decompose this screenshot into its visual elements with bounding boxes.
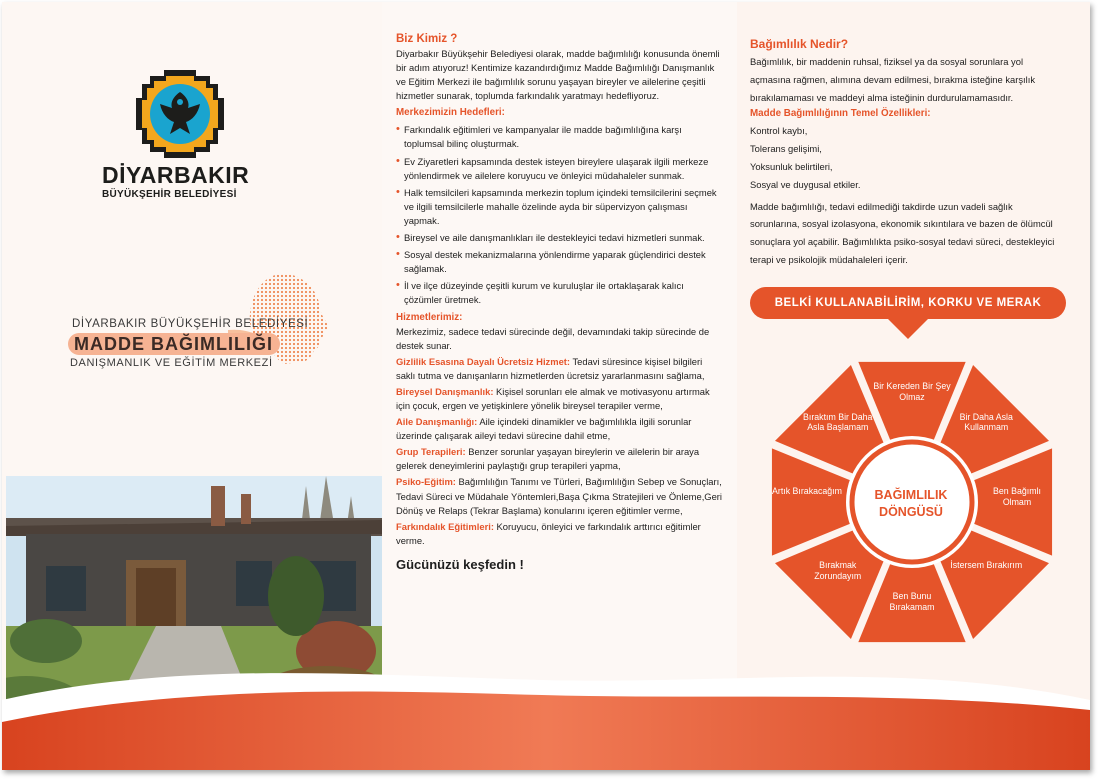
cycle-hub-line2: DÖNGÜSÜ — [879, 505, 943, 519]
service-item — [396, 385, 722, 413]
service-item — [396, 355, 722, 383]
service-item — [396, 475, 722, 517]
feature-item: Yoksunluk belirtileri, — [750, 160, 833, 172]
goals-title: Merkezimizin Hedefleri: — [396, 107, 505, 119]
feature-item: Kontrol kaybı, — [750, 125, 808, 137]
service-label: Gizlilik Esasına Dayalı Ücretsiz Hizmet: — [396, 355, 571, 367]
brand-subtitle: BÜYÜKŞEHİR BELEDİYESİ — [102, 189, 237, 200]
brand-name: DİYARBAKIR — [102, 162, 250, 188]
definition-conclusion: Madde bağımlılığı, tedavi edilmediği takdirde uzun vadeli sağlık sorunlarına, sosyal izolasyona, ekonomik sıkıntılara ve bazen de ölümcül sonuçlara yol açabilir. Bağımlılıkta psiko-sosyal tedavi süreci, destekleyici terapi ve psikolojik müdahaleleri içerir. — [750, 200, 1055, 265]
goal-item: • Ev Ziyaretleri kapsamında destek isteyen bireylere ulaşarak ilgili merkeze yönlendirmek ve ailelere koruyucu ve önleyici müdahaleler sunmak. — [396, 155, 722, 183]
about-body: Diyarbakır Büyükşehir Belediyesi olarak, madde bağımlılığı konusunda önemli bir adım atıyoruz! Kentimize kazandırdığımız Madde Bağımlılığı Danışmanlık ve Eğitim Merkezi ile bağımlılık sorunu yaşayan bireyler ve ailelerine çeşitli hizmetler sunarak, toplumda farkındalık yaratmayı hedefliyoruz. — [396, 48, 720, 102]
definition-title: Bağımlılık Nedir? — [750, 37, 849, 51]
callout-text: BELKİ KULLANABİLİRİM, KORKU VE MERAK — [774, 297, 1042, 309]
features-title: Madde Bağımlılığının Temel Özellikleri: — [750, 108, 931, 120]
cycle-hub-line1: BAĞIMLILIK — [874, 488, 948, 502]
cycle-segment-label: Ben Bunu Bırakamam — [889, 591, 935, 612]
service-text: Koruyucu, önleyici ve farkındalık arttırıcı eğitimler verme. — [396, 520, 701, 546]
services-title: Hizmetlerimiz: — [396, 311, 463, 323]
cycle-segment-label: Bir Kereden Bir Şey Olmaz — [873, 381, 951, 402]
service-text: Aile içindeki dinamikler ve bağımlılıkla ilgili sorunlar üzerinde çalışarak aileyi tedavi sürecine dahil etme, — [396, 416, 692, 442]
definition-column — [750, 36, 1060, 269]
center-card-subtitle: DANIŞMANLIK VE EĞİTİM MERKEZİ — [70, 357, 273, 369]
cycle-segment-label: Artık Bırakacağım — [772, 486, 842, 496]
service-text: Kişisel sorunları ele almak ve motivasyonu artırmak için çocuk, ergen ve yetişkinlere yönelik bireysel terapiler verme, — [396, 385, 710, 411]
cycle-segment-label: İstersem Bırakırım — [950, 560, 1023, 571]
municipality-logo — [134, 68, 226, 160]
call-to-action: Gücünüzü keşfedin ! — [396, 556, 524, 572]
service-label: Aile Danışmanlığı: — [396, 416, 478, 428]
service-text: Benzer sorunlar yaşayan bireylerin ve ailelerin bir araya gelerek deneyimlerini paylaştığı grup terapileri yapma, — [396, 446, 700, 472]
service-label: Psiko-Eğitim: — [396, 476, 456, 488]
service-label: Farkındalık Eğitimleri: — [396, 520, 494, 532]
info-column — [396, 32, 722, 572]
service-item — [396, 520, 722, 548]
goal-item: • Halk temsilcileri kapsamında merkezin toplum içindeki temsilcilerini seçmek ve ilgili temsilcilerle mahalle özelinde ayda bir süpervizyon çalışması yapmak. — [396, 186, 722, 228]
cycle-segment-label: Bıraktım Bir Daha Asla Başlamam — [803, 411, 873, 433]
about-title: Biz Kimiz ? — [396, 33, 458, 45]
cycle-segment-label: Bir Daha Asla Kullanmam — [959, 411, 1013, 433]
center-card-org: DİYARBAKIR BÜYÜKŞEHİR BELEDİYESİ — [72, 318, 309, 330]
services-intro: Merkezimiz, sadece tedavi sürecinde değil, devamındaki takip sürecinde de destek sunar. — [396, 325, 710, 351]
definition-body: Bağımlılık, bir maddenin ruhsal, fiziksel ya da sosyal sorunlara yol açmasına rağmen, alımına devam edilmesi, bırakma isteğine karşılık bırakılamaması ve maddeyi alma isteğinin durdurulamamasıdır. — [750, 56, 1036, 103]
feature-item: Sosyal ve duygusal etkiler. — [750, 178, 861, 190]
bottom-wave-decoration — [2, 660, 1090, 770]
center-card-title: MADDE BAĞIMLILIĞI — [74, 334, 273, 354]
brochure-sheet — [2, 2, 1090, 770]
goal-item: • İl ve ilçe düzeyinde çeşitli kurum ve kuruluşlar ile ortaklaşarak kalıcı çözümler üretmek. — [396, 279, 722, 307]
service-item — [396, 445, 722, 473]
cycle-segment-label: Ben Bağımlı Olmam — [993, 486, 1041, 507]
goal-item: • Sosyal destek mekanizmalarına yönlendirme yaparak güçlendirici destek sağlamak. — [396, 248, 722, 276]
cycle-hub-label — [872, 487, 950, 521]
feature-item: Tolerans gelişimi, — [750, 143, 822, 155]
service-text: Bağımlılığın Tanımı ve Türleri, Bağımlılığın Sebep ve Sonuçları, Tedavi Süreci ve Müdahale Yöntemleri,Başa Çıkma Stratejileri ve Önleme,Geri Dönüş ve Relaps (Tekrar Başlama) konularını içeren eğitimler verme, — [396, 476, 723, 516]
service-label: Grup Terapileri: — [396, 446, 466, 458]
service-item — [396, 415, 722, 443]
goal-item: • Bireysel ve aile danışmanlıkları ile destekleyici tedavi hizmetleri sunmak. — [396, 231, 722, 245]
cycle-segment-label: Bırakmak Zorundayım — [814, 560, 862, 581]
goal-item: • Farkındalık eğitimleri ve kampanyalar ile madde bağımlılığına karşı toplumsal bilinç oluşturmak. — [396, 123, 722, 151]
service-text: Tedavi süresince kişisel bilgileri saklı tutma ve danışanların hizmetlerden ücretsiz yararlanmasını sağlama, — [396, 355, 705, 381]
service-label: Bireysel Danışmanlık: — [396, 385, 494, 397]
